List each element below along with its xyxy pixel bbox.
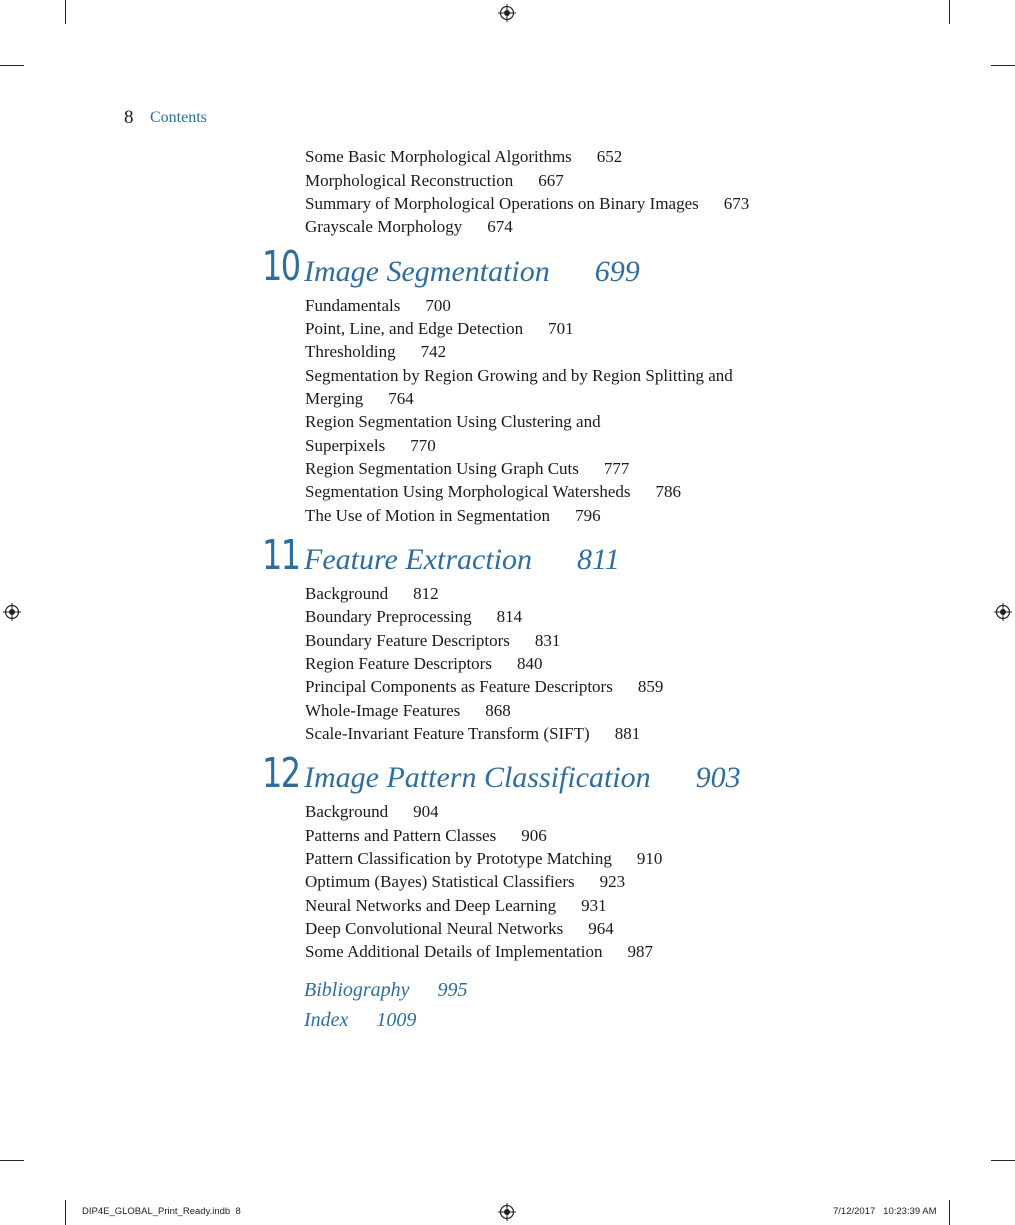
- toc-entry-title: Principal Components as Feature Descriptors: [305, 677, 613, 696]
- slug-timestamp: 7/12/2017 10:23:39 AM: [833, 1206, 937, 1217]
- toc-entry[interactable]: [305, 410, 601, 433]
- registration-mark-icon: [498, 4, 516, 22]
- toc-entry-page: 786: [655, 482, 682, 501]
- toc-entry[interactable]: [305, 894, 607, 917]
- slug-page: 8: [235, 1206, 241, 1217]
- toc-entry-page: 910: [636, 849, 663, 868]
- toc-entry-page: 831: [534, 631, 561, 650]
- toc-entry-title: Some Basic Morphological Algorithms: [305, 147, 572, 166]
- toc-entry-page: 868: [485, 701, 511, 720]
- toc-entry-page: 652: [596, 147, 623, 166]
- toc-entry[interactable]: [305, 917, 614, 940]
- toc-entry-page: 674: [487, 217, 513, 236]
- page-number: 8: [124, 107, 134, 128]
- registration-mark-icon: [498, 1203, 516, 1221]
- toc-entry-title: Merging: [305, 389, 364, 408]
- crop-mark: [991, 65, 1015, 66]
- toc-entry-title: Boundary Preprocessing: [305, 607, 472, 626]
- toc-entry-page: 859: [637, 677, 664, 696]
- toc-entry-page: 881: [614, 724, 641, 743]
- toc-entry[interactable]: [305, 317, 574, 340]
- crop-mark: [0, 65, 24, 66]
- toc-entry-title: The Use of Motion in Segmentation: [305, 506, 551, 525]
- crop-mark: [949, 0, 950, 24]
- toc-entry-title: Patterns and Pattern Classes: [305, 826, 497, 845]
- toc-entry[interactable]: [305, 629, 560, 652]
- toc-entry-title: Region Segmentation Using Graph Cuts: [305, 459, 579, 478]
- toc-entry-page: 700: [425, 296, 451, 315]
- toc-entry-page: 701: [548, 319, 574, 338]
- toc-entry-page: 796: [575, 506, 601, 525]
- toc-entry[interactable]: [305, 434, 436, 457]
- chapter-title[interactable]: [304, 760, 741, 796]
- back-matter-page: 1009: [376, 1009, 417, 1031]
- toc-entry-page: 777: [603, 459, 630, 478]
- toc-entry-title: Summary of Morphological Operations on Binary Images: [305, 194, 699, 213]
- toc-entry-title: Neural Networks and Deep Learning: [305, 896, 557, 915]
- toc-entry-title: Thresholding: [305, 342, 396, 361]
- toc-entry[interactable]: [305, 652, 542, 675]
- crop-mark: [949, 1200, 950, 1225]
- toc-entry-page: 964: [588, 919, 614, 938]
- toc-entry-title: Background: [305, 802, 389, 821]
- toc-entry-page: 814: [496, 607, 523, 626]
- toc-entry[interactable]: [305, 169, 564, 192]
- toc-entry-page: 904: [413, 802, 439, 821]
- toc-entry-page: 667: [538, 171, 564, 190]
- toc-entry[interactable]: [305, 215, 513, 238]
- toc-entry-title: Grayscale Morphology: [305, 217, 463, 236]
- crop-mark: [65, 1200, 66, 1225]
- toc-entry-page: 812: [413, 584, 439, 603]
- toc-entry-page: 673: [723, 194, 750, 213]
- toc-entry-page: 742: [420, 342, 447, 361]
- chapter-title-text: Image Segmentation: [304, 255, 550, 288]
- toc-entry-page: 931: [581, 896, 607, 915]
- registration-mark-icon: [3, 603, 21, 621]
- back-matter-bibliography[interactable]: [304, 977, 468, 1003]
- toc-entry[interactable]: [305, 582, 439, 605]
- chapter-title-text: Feature Extraction: [304, 543, 532, 576]
- toc-entry[interactable]: [305, 457, 629, 480]
- slug-filename: DIP4E_GLOBAL_Print_Ready.indb: [82, 1206, 231, 1217]
- toc-entry-title: Pattern Classification by Prototype Matching: [305, 849, 612, 868]
- toc-entry-title: Some Additional Details of Implementation: [305, 942, 603, 961]
- toc-entry-title: Segmentation Using Morphological Watersheds: [305, 482, 631, 501]
- back-matter-title: Bibliography: [304, 979, 410, 1001]
- toc-entry[interactable]: [305, 192, 749, 215]
- back-matter-title: Index: [304, 1009, 349, 1031]
- toc-entry[interactable]: [305, 387, 414, 410]
- toc-entry-page: 987: [627, 942, 653, 961]
- toc-entry-title: Region Segmentation Using Clustering and: [305, 412, 601, 431]
- toc-entry-title: Whole-Image Features: [305, 701, 461, 720]
- slug-file: [82, 1206, 241, 1217]
- toc-entry[interactable]: [305, 870, 625, 893]
- back-matter-index[interactable]: [304, 1007, 416, 1033]
- toc-entry-title: Background: [305, 584, 389, 603]
- chapter-number: 10: [262, 242, 300, 290]
- chapter-title[interactable]: [304, 254, 640, 290]
- toc-entry[interactable]: [305, 699, 511, 722]
- crop-mark: [991, 1160, 1015, 1161]
- chapter-number: 11: [262, 531, 300, 579]
- crop-mark: [0, 1160, 24, 1161]
- toc-entry-title: Morphological Reconstruction: [305, 171, 514, 190]
- back-matter-page: 995: [437, 979, 468, 1001]
- chapter-page: 699: [594, 255, 640, 288]
- toc-entry[interactable]: [305, 847, 662, 870]
- toc-entry[interactable]: [305, 675, 663, 698]
- toc-entry-page: 840: [516, 654, 543, 673]
- toc-entry-title: Point, Line, and Edge Detection: [305, 319, 524, 338]
- registration-mark-icon: [994, 603, 1012, 621]
- toc-entry-page: 770: [410, 436, 436, 455]
- toc-entry[interactable]: [305, 824, 547, 847]
- toc-entry[interactable]: [305, 605, 522, 628]
- toc-entry[interactable]: [305, 480, 681, 503]
- toc-entry-title: Optimum (Bayes) Statistical Classifiers: [305, 872, 575, 891]
- toc-entry-title: Fundamentals: [305, 296, 401, 315]
- toc-entry-title: Segmentation by Region Growing and by Region Splitting and: [305, 366, 733, 385]
- toc-entry-title: Region Feature Descriptors: [305, 654, 492, 673]
- chapter-page: 903: [695, 761, 741, 794]
- toc-entry[interactable]: [305, 722, 640, 745]
- toc-entry-page: 923: [599, 872, 626, 891]
- toc-entry[interactable]: [305, 940, 653, 963]
- chapter-page: 811: [577, 543, 620, 576]
- chapter-title-text: Image Pattern Classification: [304, 761, 651, 794]
- toc-entry-title: Scale-Invariant Feature Transform (SIFT): [305, 724, 590, 743]
- toc-entry-page: 906: [521, 826, 547, 845]
- crop-mark: [65, 0, 66, 24]
- chapter-title[interactable]: [304, 542, 620, 578]
- toc-entry[interactable]: [305, 364, 733, 387]
- running-head: Contents: [150, 109, 207, 126]
- toc-entry[interactable]: [305, 340, 446, 363]
- toc-entry-page: 764: [388, 389, 414, 408]
- toc-entry[interactable]: [305, 800, 439, 823]
- toc-entry[interactable]: [305, 504, 601, 527]
- toc-entry-title: Deep Convolutional Neural Networks: [305, 919, 564, 938]
- toc-entry-title: Boundary Feature Descriptors: [305, 631, 510, 650]
- toc-entry[interactable]: [305, 294, 451, 317]
- toc-entry-title: Superpixels: [305, 436, 386, 455]
- chapter-number: 12: [262, 749, 300, 797]
- toc-entry[interactable]: [305, 145, 622, 168]
